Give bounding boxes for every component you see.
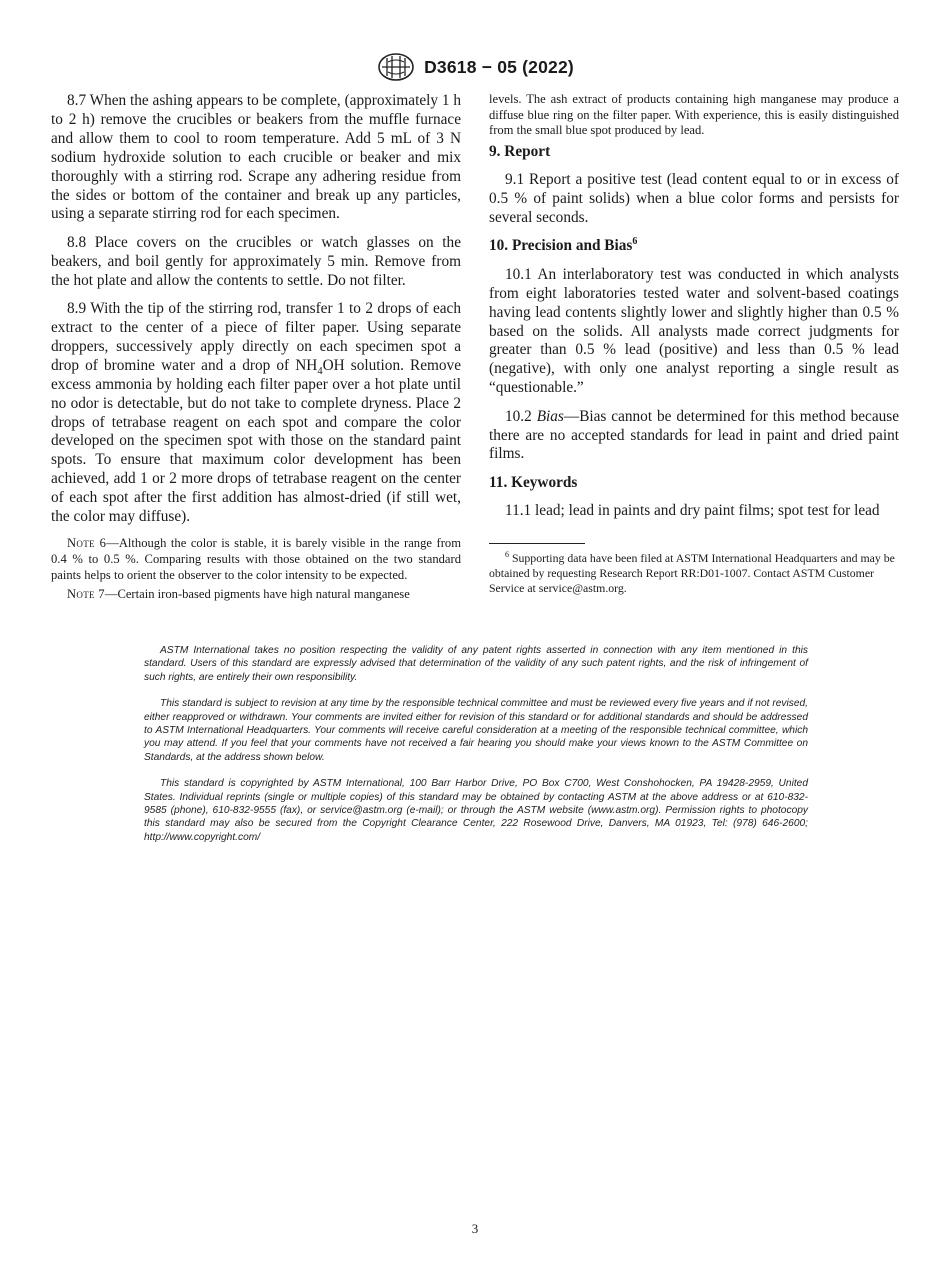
paragraph-9-1: 9.1 Report a positive test (lead content equal to or in excess of 0.5 % of paint solids) when a blue color forms and persists for several seconds. (489, 171, 899, 226)
copyright-notice: This standard is copyrighted by ASTM International, 100 Barr Harbor Drive, PO Box C700, West Conshohocken, PA 19428-2959, United States. Individual reprints (single or multiple copies) of this standard may be obtained by contacting ASTM at the above address or at 610-832-9585 (phone), 610-832-9555 (fax), or service@astm.org (e-mail); or through the ASTM website (www.astm.org). Permission rights to photocopy this standard may also be secured from the Copyright Clearance Center, 222 Rosewood Drive, Danvers, MA 01923, Tel: (978) 646-2600; http://www.copyright.com/ (144, 778, 808, 843)
section-11-heading: 11. Keywords (489, 473, 578, 491)
patent-notice: ASTM International takes no position respecting the validity of any patent rights asserted in connection with any item mentioned in this standard. Users of this standard are expressly advised that determination of the validity of any such patent rights, and the risk of infringement of such rights, are entirely their own responsibility. (144, 645, 808, 683)
footnote-6: $^6$ Supporting data have been filed at ASTM International Headquarters and may be obtained by requesting Research Report RR:D01-1007. Contact ASTM Customer Service at service@astm.org. (489, 550, 895, 596)
revision-notice: This standard is subject to revision at any time by the responsible technical committee and must be reviewed every five years and if not revised, either reapproved or withdrawn. Your comments are invited either for revision of this standard or for additional standards and should be addressed to ASTM International Headquarters. Your comments will receive careful consideration at a meeting of the responsible technical committee, which you may attend. If you feel that your comments have not received a fair hearing you should make your views known to the ASTM Committee on Standards, at the address shown below. (144, 698, 808, 763)
section-9-heading: 9. Report (489, 142, 551, 160)
left-column (51, 92, 461, 607)
paragraph-10-1: 10.1 An interlaboratory test was conducted in which analysts from eight laboratories tested water and solvent-based coatings having lead contents slightly lower and slightly higher than 0.5 % based on the solids. All analysts made correct judgments for greater than 0.5 % lead (positive) and less than 0.5 % lead (negative), with only one analyst reporting a single result as “questionable.” (489, 265, 899, 397)
section-10-heading: 10. Precision and Bias$^6$ (489, 236, 638, 255)
paragraph-8-9: 8.9 With the tip of the stirring rod, transfer 1 to 2 drops of each extract to the center of a piece of filter paper. Using separate droppers, successively apply directly on each specimen spot a drop of bromine water and a drop of $NH_4OH$ solution. Remove excess ammonia by holding each filter paper over a hot plate until no odor is detectable, but do not take to complete dryness. Place 2 drops of tetrabase reagent on each spot and compare the color developed on the specimen spot with those on the standard paint spots. To ensure that maximum color development has been achieved, add 1 or 2 more drops of tetrabase reagent on the center of each spot after the first addition has almost-dried (if still wet, the color may diffuse). (51, 300, 461, 526)
page-header (0, 52, 950, 82)
legal-notice (144, 644, 808, 857)
note-7: Note 7—Certain iron-based pigments have high natural manganese (67, 587, 410, 602)
paragraph-11-1: 11.1 lead; lead in paints and dry paint films; spot test for lead (505, 502, 880, 520)
right-column (489, 92, 899, 606)
paragraph-8-7: 8.7 When the ashing appears to be complete, (approximately 1 h to 2 h) remove the crucibles or beakers from the muffle furnace and allow them to cool to room temperature. Add 5 mL of 3 N sodium hydroxide solution to each crucible or beaker and mix thoroughly with a stirring rod. Scrape any adhering residue from the sides or bottom of the container and break up any particles, using a separate stirring rod for each specimen. (51, 92, 461, 223)
page-number: 3 (471, 1221, 479, 1236)
note-7-continued: levels. The ash extract of products containing high manganese may produce a diffuse blue ring on the filter paper. With experience, this is easily distinguished from the small blue spot produced by lead. (489, 92, 899, 138)
footnote-divider (489, 543, 585, 544)
paragraph-8-8: 8.8 Place covers on the crucibles or watch glasses on the beakers, and boil gently for approximately 5 min. Remove from the hot plate and allow the contents to settle. Do not filter. (51, 233, 461, 289)
astm-logo-icon (376, 52, 416, 82)
standard-designation: D3618 − 05 (2022) (424, 56, 574, 77)
note-6: Note 6—Although the color is stable, it is barely visible in the range from 0.4 % to 0.5 %. Comparing results with those obtained on the two standard paints helps to orient the observer to the color intensity to be expected. (51, 536, 461, 582)
paragraph-10-2: 10.2 Bias—Bias cannot be determined for this method because there are no accepted standards for lead in paint and dried paint films. (489, 407, 900, 463)
